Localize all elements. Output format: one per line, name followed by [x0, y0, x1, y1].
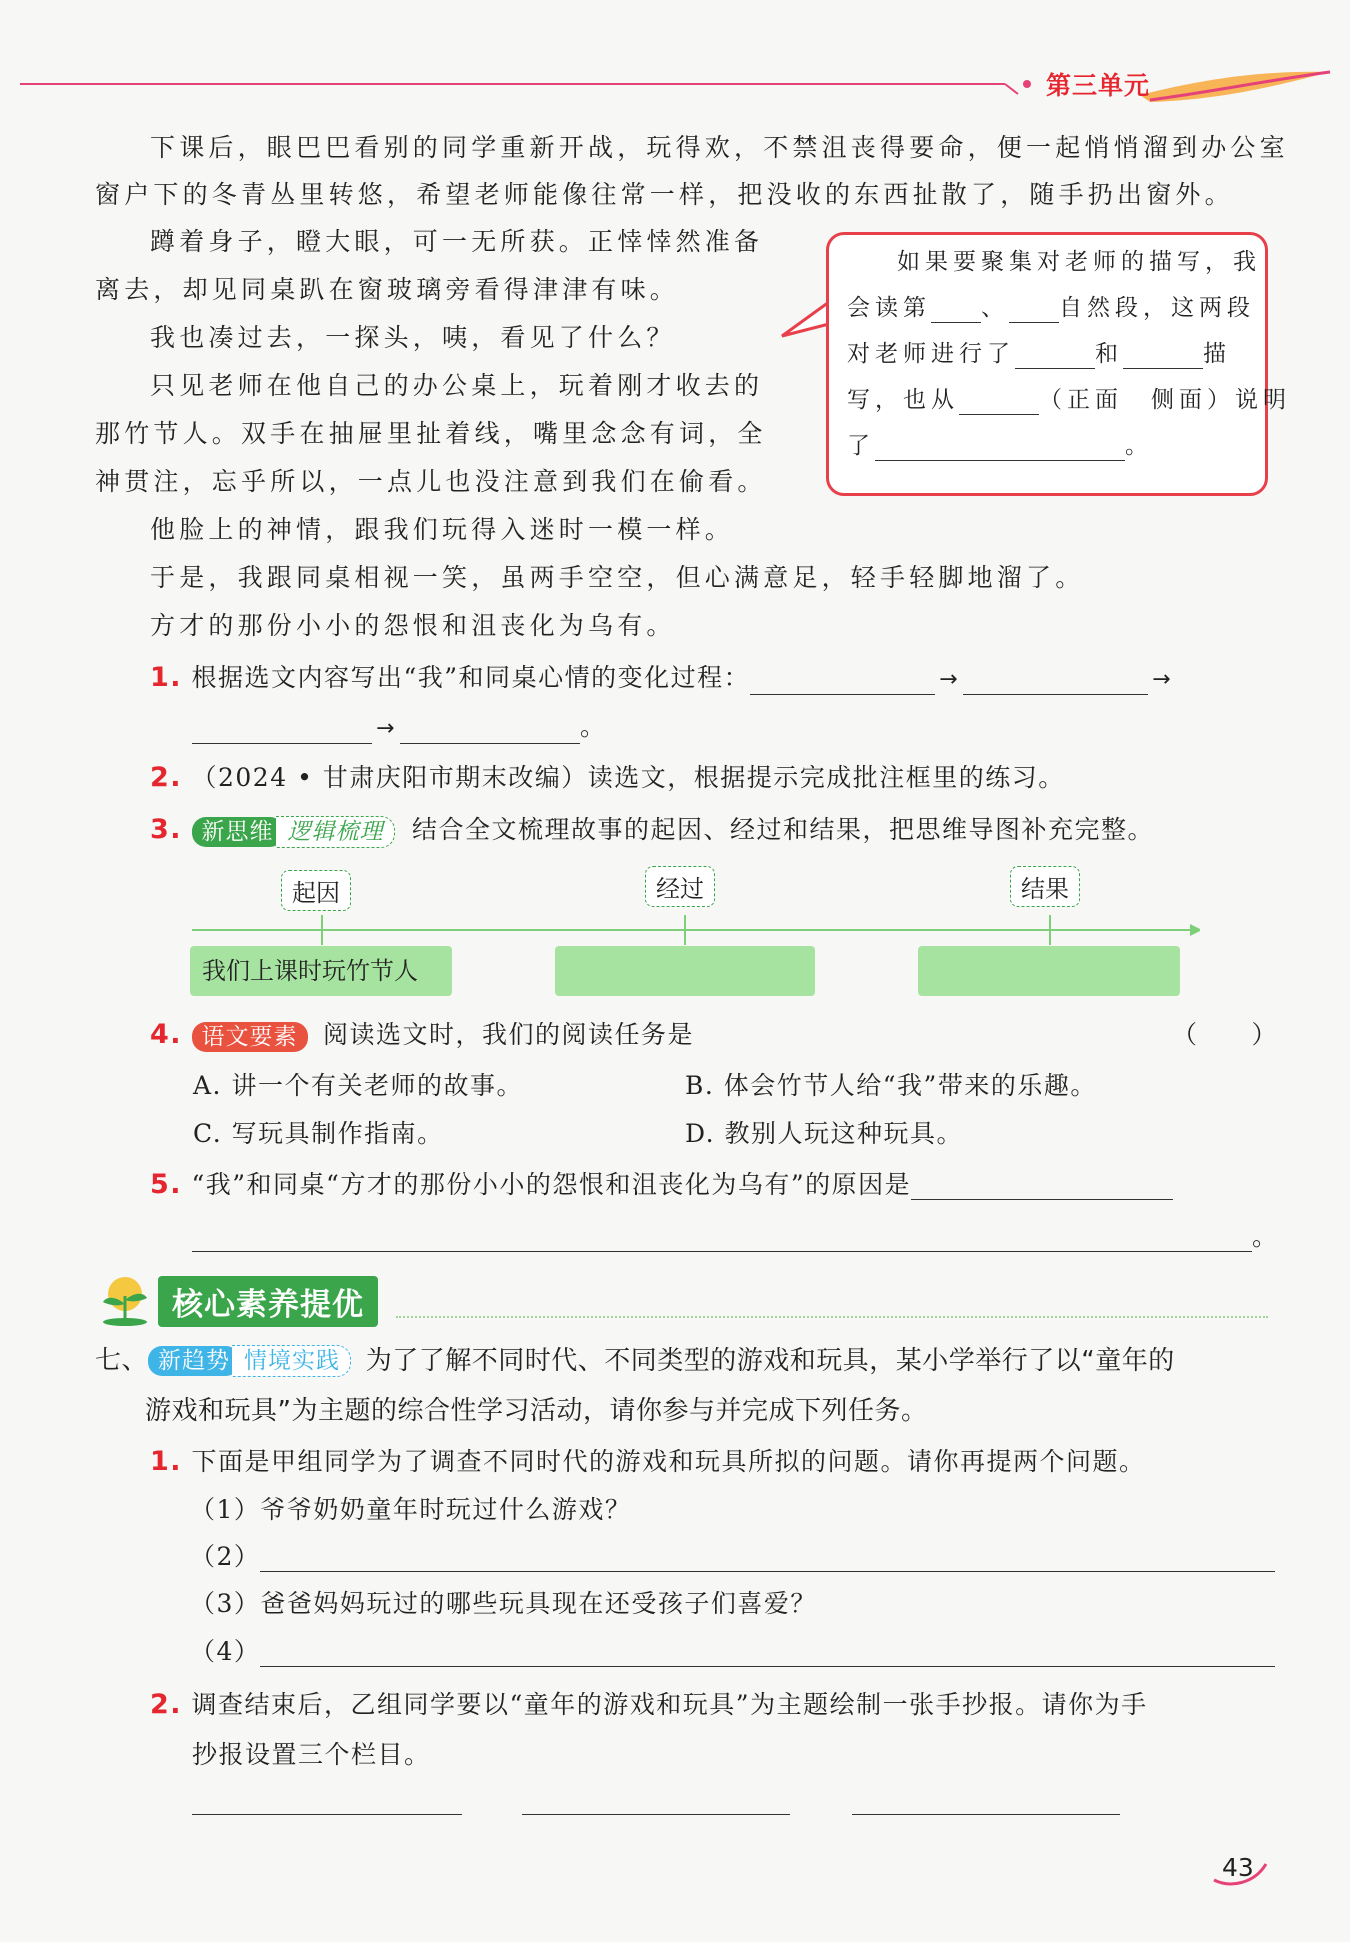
page-number: 43 [1222, 1853, 1254, 1882]
question-7: 七、 新趋势 情境实践 为了了解不同时代、不同类型的游戏和玩具，某小学举行了以“童年的 [95, 1345, 1175, 1376]
tag-new-thinking: 新思维 [192, 817, 284, 847]
answer-blank[interactable] [192, 1225, 1252, 1252]
passage-line: 下课后，眼巴巴看别的同学重新开战，玩得欢，不禁沮丧得要命，便一起悄悄溜到办公室 [150, 133, 1289, 162]
tag-new-trend: 新趋势 [148, 1346, 240, 1376]
question-5-cont: 。 [192, 1222, 1279, 1252]
answer-blank[interactable] [260, 1640, 1275, 1667]
tag-language-element: 语文要素 [192, 1022, 308, 1052]
passage-line: 蹲着身子，瞪大眼，可一无所获。正悻悻然准备 [150, 227, 764, 256]
mind-map-result-box[interactable] [918, 946, 1180, 996]
question-1: 1. 根据选文内容写出“我”和同桌心情的变化过程： → → [150, 663, 1176, 695]
arrow-icon: → [939, 667, 960, 692]
survey-question: （2） [190, 1542, 1275, 1572]
callout-blank[interactable] [1123, 342, 1203, 369]
tag-situation-practice: 情境实践 [232, 1345, 351, 1377]
callout-line: 对老师进行了 和 描 [847, 341, 1231, 367]
question-3: 3. 新思维 逻辑梳理 结合全文梳理故事的起因、经过和结果，把思维导图补充完整。 [150, 815, 1154, 848]
passage-line: 那竹节人。双手在抽屉里扯着线，嘴里念念有词，全 [95, 419, 767, 448]
survey-question: （4） [190, 1637, 1275, 1667]
callout-line: 写，也从 （正面 侧面）说明 [847, 387, 1291, 413]
question-5: 5. “我”和同桌“方才的那份小小的怨恨和沮丧化为乌有”的原因是 [150, 1170, 1173, 1200]
passage-line: 我也凑过去，一探头，咦，看见了什么？ [150, 323, 676, 352]
arrow-icon: → [1152, 667, 1173, 692]
unit-title: 第三单元 [1046, 71, 1151, 100]
section-divider [396, 1316, 1268, 1318]
passage-line: 窗户下的冬青丛里转悠，希望老师能像往常一样，把没收的东西扯散了，随手扔出窗外。 [95, 180, 1234, 209]
callout-pointer [780, 300, 832, 340]
passage-line: 神贯注，忘乎所以，一点儿也没注意到我们在偷看。 [95, 467, 767, 496]
answer-blank[interactable] [750, 668, 935, 695]
column-blank[interactable] [852, 1814, 1120, 1815]
callout-blank[interactable] [875, 434, 1125, 461]
question-4: 4. 语文要素 阅读选文时，我们的阅读任务是 [150, 1019, 694, 1050]
option-d[interactable]: D. 教别人玩这种玩具。 [685, 1119, 964, 1148]
tag-logic: 逻辑梳理 [276, 816, 395, 848]
mind-map-cause-box: 我们上课时玩竹节人 [190, 946, 452, 996]
survey-question: （3）爸爸妈妈玩过的哪些玩具现在还受孩子们喜爱？ [190, 1589, 817, 1618]
section-title: 核心素养提优 [158, 1276, 378, 1327]
callout-blank[interactable] [1015, 342, 1095, 369]
answer-blank[interactable] [400, 717, 580, 744]
survey-question: （1）爷爷奶奶童年时玩过什么游戏？ [190, 1495, 632, 1524]
answer-paren[interactable]: （ ） [1172, 1020, 1279, 1049]
subquestion-1: 1. 下面是甲组同学为了调查不同时代的游戏和玩具所拟的问题。请你再提两个问题。 [150, 1446, 1146, 1477]
mind-map-cause-label: 起因 [281, 870, 351, 911]
callout-blank[interactable] [959, 388, 1039, 415]
passage-line: 离去，却见同桌趴在窗玻璃旁看得津津有味。 [95, 275, 680, 304]
subquestion-2-cont: 抄报设置三个栏目。 [192, 1740, 431, 1769]
column-blank[interactable] [192, 1814, 462, 1815]
subquestion-2: 2. 调查结束后，乙组同学要以“童年的游戏和玩具”为主题绘制一张手抄报。请你为手 [150, 1689, 1148, 1720]
option-b[interactable]: B. 体会竹节人给“我”带来的乐趣。 [685, 1071, 1097, 1100]
callout-line: 会读第 、 自然段，这两段 [847, 295, 1255, 321]
mind-map-process-box[interactable] [555, 946, 815, 996]
question-2: 2. （2024 • 甘肃庆阳市期末改编）读选文，根据提示完成批注框里的练习。 [150, 762, 1065, 793]
answer-blank[interactable] [963, 668, 1148, 695]
passage-line: 于是，我跟同桌相视一笑，虽两手空空，但心满意足，轻手轻脚地溜了。 [150, 563, 1085, 592]
mind-map-result-label: 结果 [1010, 866, 1080, 907]
callout-blank[interactable] [1009, 296, 1059, 323]
sprout-icon [95, 1270, 155, 1328]
arrow-icon: → [376, 716, 396, 741]
mind-map-process-label: 经过 [645, 866, 715, 907]
passage-line: 方才的那份小小的怨恨和沮丧化为乌有。 [150, 611, 676, 640]
passage-line: 他脸上的神情，跟我们玩得入迷时一模一样。 [150, 515, 735, 544]
answer-blank[interactable] [911, 1173, 1173, 1200]
question-7-cont: 游戏和玩具”为主题的综合性学习活动，请你参与并完成下列任务。 [145, 1396, 928, 1426]
option-c[interactable]: C. 写玩具制作指南。 [193, 1119, 444, 1148]
callout-blank[interactable] [931, 296, 981, 323]
callout-line: 如果要聚集对老师的描写，我 [897, 249, 1261, 275]
passage-line: 只见老师在他自己的办公桌上，玩着刚才收去的 [150, 371, 764, 400]
option-a[interactable]: A. 讲一个有关老师的故事。 [193, 1071, 523, 1100]
callout-line: 了 。 [847, 433, 1153, 459]
column-blank[interactable] [522, 1814, 790, 1815]
question-1-cont: → 。 [192, 712, 607, 744]
answer-blank[interactable] [192, 717, 372, 744]
answer-blank[interactable] [260, 1545, 1275, 1572]
annotation-callout [826, 232, 1291, 496]
